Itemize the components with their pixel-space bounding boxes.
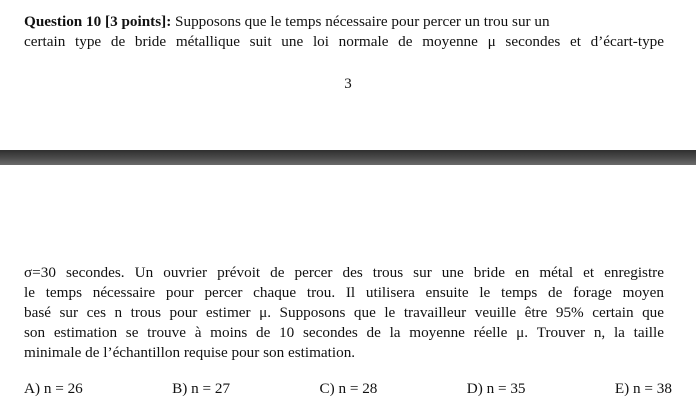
- question-continuation: [24, 263, 664, 363]
- continuation-line-4: son estimation se trouve à moins de 10 secondes de la moyenne réelle μ. Trouver n, la taille: [24, 324, 664, 341]
- question-intro-text-2: certain type de bride métallique suit une loi normale de moyenne μ secondes et d’écart-type: [24, 33, 664, 50]
- answer-choices: [24, 380, 672, 398]
- question-intro: [24, 12, 664, 52]
- page-separator: [0, 150, 696, 165]
- answer-e: E) n = 38: [614, 380, 672, 397]
- page-number: 3: [344, 76, 352, 92]
- question-line-1: [24, 12, 664, 32]
- continuation-line-3: basé sur ces n trous pour estimer μ. Supposons que le travailleur veuille être 95% certain que: [24, 304, 664, 321]
- question-intro-text-1: Supposons que le temps nécessaire pour percer un trou sur un: [175, 13, 550, 30]
- question-label: Question 10 [3 points]:: [24, 13, 172, 30]
- continuation-line-5: minimale de l’échantillon requise pour son estimation.: [24, 344, 356, 361]
- answer-b: B) n = 27: [172, 380, 231, 397]
- answer-d: D) n = 35: [466, 380, 526, 397]
- answer-a: A) n = 26: [24, 380, 83, 397]
- continuation-line-2: le temps nécessaire pour percer chaque trou. Il utilisera ensuite le temps de forage moyen: [24, 284, 664, 301]
- page-top: [0, 0, 696, 150]
- answer-c: C) n = 28: [319, 380, 378, 397]
- continuation-line-1: σ=30 secondes. Un ouvrier prévoit de percer des trous sur une bride en métal et enregistre: [24, 264, 664, 281]
